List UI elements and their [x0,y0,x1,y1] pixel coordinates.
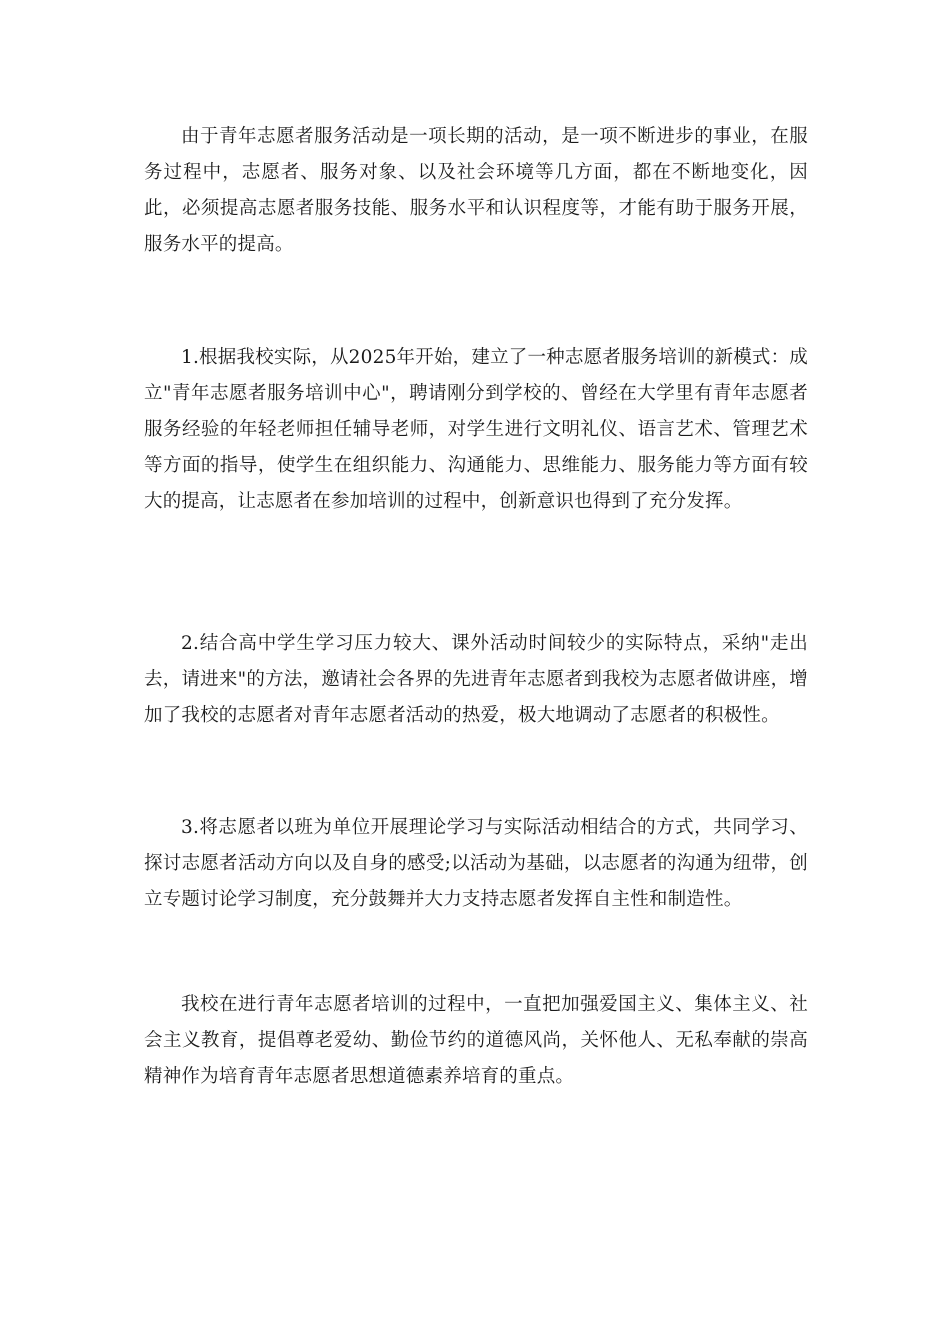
paragraph-item-3: 3.将志愿者以班为单位开展理论学习与实际活动相结合的方式，共同学习、探讨志愿者活动方向以及自身的感受;以活动为基础，以志愿者的沟通为纽带，创立专题讨论学习制度，充分鼓舞并大力支持志愿者发挥自主性和制造性。 [144,817,808,910]
paragraph-conclusion: 我校在进行青年志愿者培训的过程中，一直把加强爱国主义、集体主义、社会主义教育，提倡尊老爱幼、勤俭节约的道德风尚，关怀他人、无私奉献的崇高精神作为培育青年志愿者思想道德素养培育的重点。 [144,994,808,1087]
paragraph-item-2: 2.结合高中学生学习压力较大、课外活动时间较少的实际特点，采纳"走出去，请进来"的方法，邀请社会各界的先进青年志愿者到我校为志愿者做讲座，增加了我校的志愿者对青年志愿者活动的热爱，极大地调动了志愿者的积极性。 [144,633,808,726]
paragraph-item-1: 1.根据我校实际，从2025年开始，建立了一种志愿者服务培训的新模式：成立"青年志愿者服务培训中心"，聘请刚分到学校的、曾经在大学里有青年志愿者服务经验的年轻老师担任辅导老师，对学生进行文明礼仪、语言艺术、管理艺术等方面的指导，使学生在组织能力、沟通能力、思维能力、服务能力等方面有较大的提高，让志愿者在参加培训的过程中，创新意识也得到了充分发挥。 [144,347,808,512]
paragraph-intro: 由于青年志愿者服务活动是一项长期的活动，是一项不断进步的事业，在服务过程中，志愿者、服务对象、以及社会环境等几方面，都在不断地变化，因此，必须提高志愿者服务技能、服务水平和认识程度等，才能有助于服务开展，服务水平的提高。 [144,126,808,255]
